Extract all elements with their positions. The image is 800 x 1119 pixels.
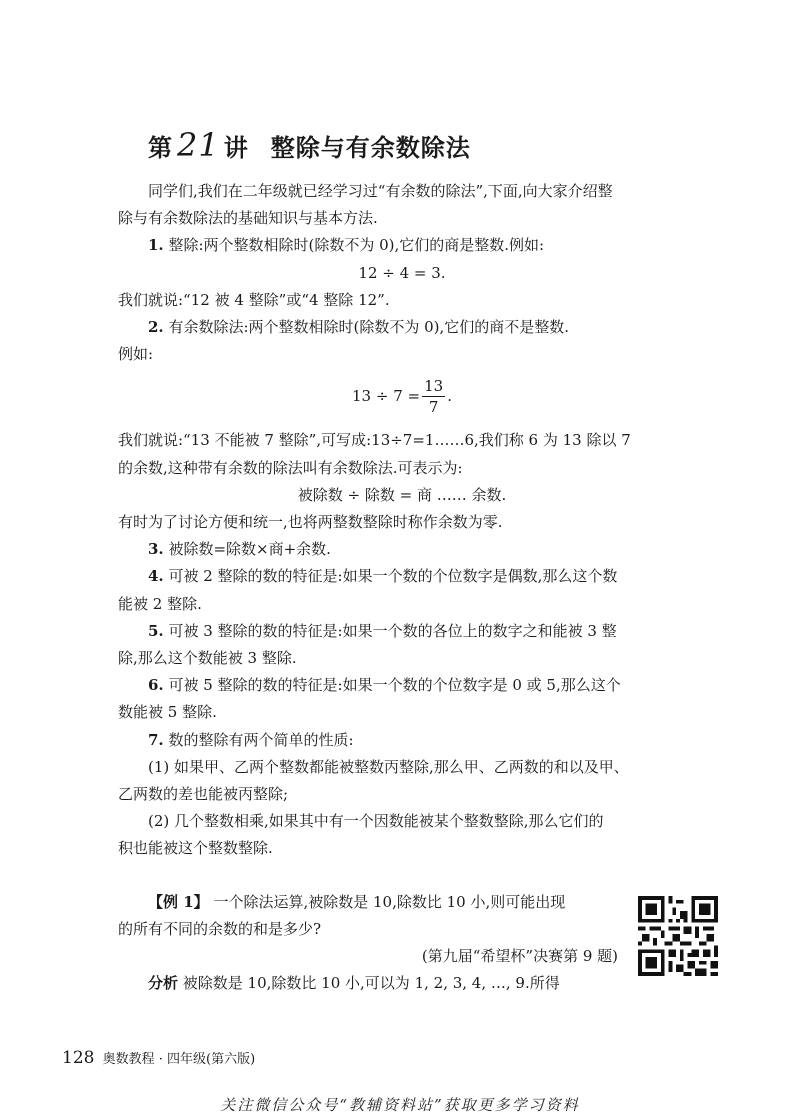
example-line-2: 的所有不同的余数的和是多少?: [118, 920, 322, 938]
example-line-1: [118, 889, 618, 916]
point-5-text: 可被 3 整除的数的特征是:如果一个数的各位上的数字之和能被 3 整: [163, 621, 617, 640]
point-1-text: 整除:两个整数相除时(除数不为 0),它们的商是整数.例如:: [163, 236, 545, 255]
book-title: 奥数教程 · 四年级(第六版): [102, 1052, 256, 1067]
point-2-number: 2.: [148, 318, 164, 337]
watermark: 关注微信公众号“教辅资料站”获取更多学习资料: [220, 1096, 580, 1114]
lesson-body: [118, 178, 686, 863]
point-7-text: 数的整除有两个简单的性质:: [163, 730, 354, 749]
equation-2: [118, 376, 686, 417]
point-6-text: 可被 5 整除的数的特征是:如果一个数的个位数字是 0 或 5,那么这个: [163, 676, 621, 695]
lesson-prefix: 第: [148, 133, 173, 162]
point-5-number: 5.: [148, 621, 164, 640]
point-7-number: 7.: [148, 730, 164, 749]
property-2-cont: 积也能被这个整数整除.: [118, 839, 273, 858]
example-label: 【例 1】: [148, 893, 209, 911]
qr-code-icon[interactable]: [638, 896, 718, 976]
point-4-text: 可被 2 整除的数的特征是:如果一个数的个位数字是偶数,那么这个数: [163, 567, 618, 586]
point-6-number: 6.: [148, 676, 164, 695]
point-6-cont: 数能被 5 整除.: [118, 703, 217, 722]
point-2-after-2: 的余数,这种带有余数的除法叫有余数除法.可表示为:: [118, 458, 463, 477]
fraction-numerator: 13: [424, 377, 444, 396]
analysis-label: 分析: [148, 974, 179, 992]
example-1: [118, 889, 618, 997]
property-2: (2) 几个整数相乘,如果其中有一个因数能被某个整数整除,那么它们的: [148, 812, 604, 831]
point-5: [118, 618, 686, 645]
lesson-number: 21: [177, 126, 220, 164]
point-2-cont: 例如:: [118, 345, 154, 364]
point-3-text: 被除数=除数×商+余数.: [163, 540, 331, 559]
intro-line-2: 除与有余数除法的基础知识与基本方法.: [118, 209, 378, 228]
point-1: [118, 232, 686, 259]
lesson-suffix: 讲: [223, 133, 249, 162]
property-1: (1) 如果甲、乙两个整数都能被整数丙整除,那么甲、乙两数的和以及甲、: [148, 757, 629, 776]
fraction-denominator: 7: [428, 398, 439, 417]
point-1-after: 我们就说:“12 被 4 整除”或“4 整除 12”.: [118, 290, 390, 309]
point-2-text: 有余数除法:两个整数相除时(除数不为 0),它们的商不是整数.: [163, 318, 570, 337]
point-1-number: 1.: [148, 236, 164, 255]
point-4: [118, 563, 686, 590]
point-2-after-1: 我们就说:“13 不能被 7 整除”,可写成:13÷7=1……6,我们称 6 为 13 除以 7: [118, 431, 631, 450]
equation-2-end: .: [447, 387, 452, 406]
equation-1: 12 ÷ 4 = 3.: [358, 263, 446, 282]
point-5-cont: 除,那么这个数能被 3 整除.: [118, 649, 297, 668]
lesson-title: [148, 126, 471, 164]
analysis-text: 被除数是 10,除数比 10 小,可以为 1, 2, 3, 4, …, 9.所得: [178, 974, 560, 992]
fraction: [422, 376, 445, 417]
point-6: [118, 672, 686, 699]
page-number: 128: [62, 1048, 95, 1068]
point-3: [118, 536, 686, 563]
point-7: [118, 727, 686, 754]
point-2-after-3: 有时为了讨论方便和统一,也将两整数整除时称作余数为零.: [118, 513, 503, 532]
point-4-number: 4.: [148, 567, 164, 586]
point-4-cont: 能被 2 整除.: [118, 594, 202, 613]
page-footer: [62, 1048, 255, 1068]
property-1-cont: 乙两数的差也能被丙整除;: [118, 785, 289, 804]
intro-line-1: 同学们,我们在二年级就已经学习过“有余数的除法”,下面,向大家介绍整: [148, 182, 613, 200]
equation-2-left: 13 ÷ 7 =: [352, 387, 421, 406]
example-source: (第九届“希望杯”决赛第 9 题): [421, 947, 618, 965]
point-2: [118, 314, 686, 341]
analysis-line: [118, 970, 618, 997]
example-text-1: 一个除法运算,被除数是 10,除数比 10 小,则可能出现: [208, 893, 566, 911]
equation-3: 被除数 ÷ 除数 = 商 …… 余数.: [297, 485, 507, 504]
lesson-topic: 整除与有余数除法: [270, 133, 471, 162]
point-3-number: 3.: [148, 540, 164, 559]
